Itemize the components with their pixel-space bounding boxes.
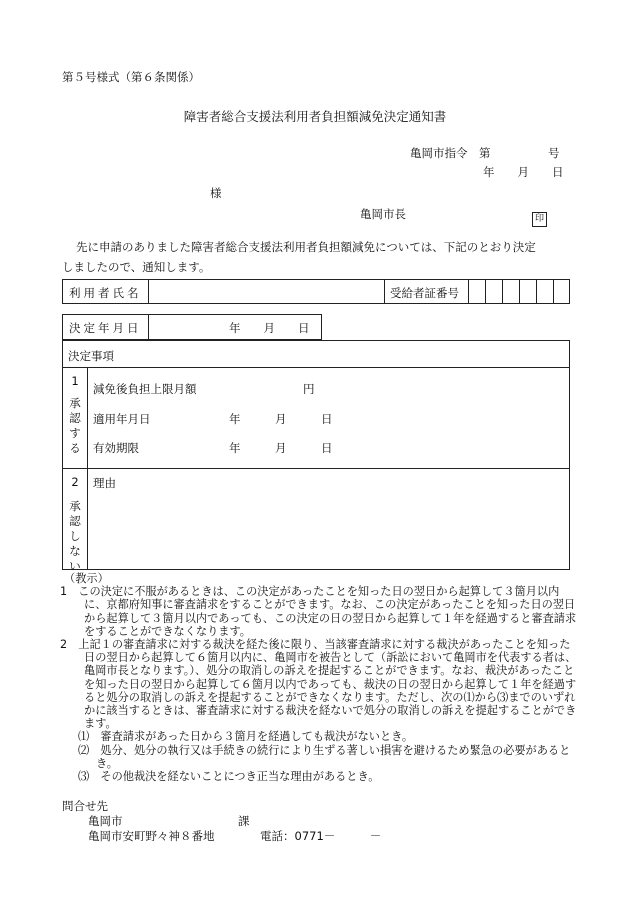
seal-mark: 印 [532,212,547,227]
decision-items-label: 決定事項 [68,349,114,363]
apply-date-value: 年 月 日 [229,412,333,426]
note-item-1: 1 この決定に不服があるときは、この決定があったことを知った日の翌日から起算して３箇月以内に、京都府知事に審査請求をすることができます。なお、この決定があったことを知った日の翌日から起算して３箇月以内であっても、この決定の日の翌日から起算して１年を経過すると審査請求をすることができなくなります。 [60,585,577,638]
note-item-2: 2 上記１の審査請求に対する裁決を経た後に限り、当該審査請求に対する裁決があったことを知った日の翌日から起算して６箇月以内に、亀岡市を被告として（訴訟において亀岡市を代表する者は、亀岡市長となります。）、処分の取消しの訴えを提起することができます。なお、裁決があったことを知った日の翌日から起算して６箇月以内であっても、裁決の日の翌日から起算して１年を経過すると処分の取消しの訴えを提起することができなくなります。ただし、次の⑴から⑶までのいずれかに該当するときは、審査請求に対する裁決を経ないで処分の取消しの訴えを提起することができます。 [60,638,577,731]
user-info-row [62,279,570,304]
approve-label [67,396,83,456]
sender-name: 亀岡市長 [360,207,406,221]
addressee-suffix: 様 [210,186,222,200]
recipient-number-label: 受給者証番号 [390,286,459,300]
contact-phone: 電話：0771－ － [260,829,382,843]
approve-char: す [69,426,81,440]
decision-block [62,340,570,573]
decision-date-label: 決定年月日 [69,321,142,335]
user-name-label-cell [63,280,149,303]
reason-label: 理由 [93,476,116,490]
issuer-reference: 亀岡市指令 第 号 [410,146,560,160]
recipient-digit-5[interactable] [537,280,554,303]
contact-address: 亀岡市安町野々神８番地 [88,829,215,843]
valid-period-value: 年 月 日 [229,441,333,455]
note-sub-2: ⑵ 処分、処分の執行又は手続きの続行により生ずる著しい損害を避けるため緊急の必要があるとき。 [78,743,571,770]
limit-amount-label: 減免後負担上限月額 [93,382,197,396]
user-name-label: 利用者氏名 [69,286,142,300]
seal-icon [532,206,547,227]
appeal-notes [60,572,580,783]
reject-label [67,499,83,574]
user-name-field[interactable] [149,280,385,303]
form-number: 第５号様式（第６条関係） [62,70,200,84]
recipient-digit-4[interactable] [520,280,537,303]
reject-number: 2 [71,475,79,489]
decision-date-label-cell [63,315,149,339]
contact-section: 課 [238,814,250,828]
reject-char: な [69,544,81,558]
approve-number: 1 [71,374,79,388]
divider [63,367,569,368]
recipient-number-label-cell [385,280,469,303]
limit-amount-unit: 円 [303,382,315,396]
reason-field[interactable] [88,469,569,569]
recipient-digit-2[interactable] [486,280,503,303]
note-sub-1: ⑴ 審査請求があった日から３箇月を経過しても裁決がないとき。 [78,730,414,744]
note-sub-3: ⑶ その他裁決を経ないことにつき正当な理由があるとき。 [78,770,380,784]
recipient-digit-1[interactable] [469,280,486,303]
approve-char: る [69,441,81,455]
reject-char: 認 [69,514,81,528]
contact-heading: 問合せ先 [62,799,108,813]
valid-period-label: 有効期限 [93,441,139,455]
intro-line-1: 先に申請のありました障害者総合支援法利用者負担額減免については、下記のとおり決定 [76,240,536,254]
decision-date-field[interactable] [149,315,321,339]
contact-city: 亀岡市 [88,814,123,828]
page-title: 障害者総合支援法利用者負担額減免決定通知書 [183,109,447,124]
reject-char: 承 [69,499,81,513]
reject-char: い [69,559,81,573]
approve-char: 承 [69,396,81,410]
apply-date-label: 適用年月日 [93,412,151,426]
notes-heading: （教示） [64,572,109,585]
issue-date: 年 月 日 [483,165,564,179]
decision-date-row [62,314,322,340]
recipient-digit-3[interactable] [503,280,520,303]
intro-line-2: しましたので、通知します。 [62,260,211,274]
approve-char: 認 [69,411,81,425]
recipient-digit-6[interactable] [554,280,571,303]
decision-date-value: 年 月 日 [229,321,310,335]
reject-char: し [69,529,81,543]
